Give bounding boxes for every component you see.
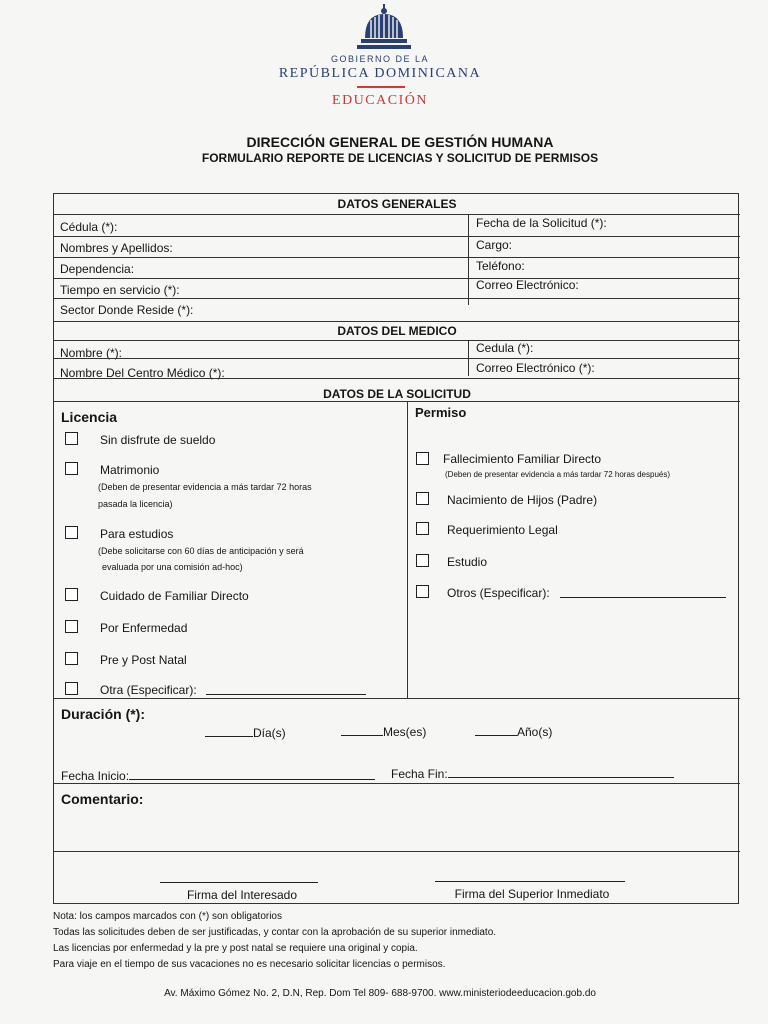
requerimiento-legal-label: Requerimiento Legal (447, 523, 558, 537)
matrimonio-checkbox[interactable] (65, 462, 78, 475)
firma-interesado-line[interactable] (160, 882, 318, 883)
datos-medico-heading: DATOS DEL MEDICO (337, 324, 457, 338)
cuidado-familiar-checkbox[interactable] (65, 588, 78, 601)
nombres-field[interactable]: Nombres y Apellidos: (60, 241, 173, 255)
otros-label: Otros (Especificar): (447, 586, 550, 600)
estudio-label: Estudio (447, 555, 488, 569)
para-estudios-note-1: (Debe solicitarse con 60 días de anticipación y será (98, 546, 304, 556)
meses-group[interactable] (341, 724, 426, 739)
dependencia-field[interactable]: Dependencia: (60, 262, 135, 276)
requerimiento-legal-checkbox[interactable] (416, 522, 429, 535)
matrimonio-label: Matrimonio (100, 463, 160, 477)
gobierno-text: GOBIERNO DE LA (330, 54, 430, 64)
dias-label: Día(s) (253, 726, 286, 740)
divider (54, 358, 740, 359)
footer-contact: Av. Máximo Gómez No. 2, D.N, Rep. Dom Tel 809- 688-9700. www.ministeriodeeducacion.gob.do (164, 988, 596, 999)
permiso-title: Permiso (415, 405, 467, 420)
comentario-label: Comentario: (61, 791, 144, 807)
column-divider (468, 214, 469, 305)
cuidado-familiar-label: Cuidado de Familiar Directo (100, 589, 249, 603)
datos-generales-heading: DATOS GENERALES (337, 197, 457, 211)
government-dome-logo-icon (355, 4, 413, 52)
duracion-label: Duración (*): (61, 706, 145, 722)
footnote: Para viaje en el tiempo de sus vacaciones no es necesario solicitar licencias o permisos. (53, 959, 446, 970)
fecha-fin-group[interactable] (391, 766, 674, 781)
footnote: Todas las solicitudes deben de ser justificadas, y contar con la aprobación de su superior inmediato. (53, 927, 497, 938)
tiempo-servicio-field[interactable]: Tiempo en servicio (*): (60, 283, 180, 297)
column-divider (407, 401, 408, 698)
matrimonio-note-1: (Deben de presentar evidencia a más tardar 72 horas (98, 482, 312, 492)
licencia-title: Licencia (61, 409, 118, 425)
divider (54, 298, 740, 299)
fecha-fin-label: Fecha Fin: (391, 767, 448, 781)
pre-post-natal-label: Pre y Post Natal (100, 653, 187, 667)
sin-disfrute-label: Sin disfrute de sueldo (100, 433, 216, 447)
otra-label: Otra (Especificar): (100, 683, 197, 697)
nacimiento-checkbox[interactable] (416, 492, 429, 505)
footnote: Nota: los campos marcados con (*) son obligatorios (53, 911, 282, 922)
estudio-checkbox[interactable] (416, 554, 429, 567)
firma-superior-line[interactable] (435, 881, 625, 882)
datos-solicitud-heading: DATOS DE LA SOLICITUD (323, 387, 471, 401)
cargo-field[interactable]: Cargo: (476, 238, 513, 252)
firma-interesado-label: Firma del Interesado (186, 888, 298, 902)
correo-field[interactable]: Correo Electrónico: (476, 278, 579, 292)
fallecimiento-checkbox[interactable] (416, 452, 429, 465)
divider (54, 257, 740, 258)
para-estudios-note-2: evaluada por una comisión ad-hoc) (102, 562, 243, 572)
anos-blank[interactable] (475, 724, 517, 736)
dias-blank[interactable] (205, 725, 253, 737)
comentario-area[interactable] (58, 810, 734, 848)
document-title: DIRECCIÓN GENERAL DE GESTIÓN HUMANA (246, 134, 554, 150)
fallecimiento-label: Fallecimiento Familiar Directo (443, 452, 602, 466)
fecha-inicio-label: Fecha Inicio: (61, 769, 130, 783)
otros-checkbox[interactable] (416, 585, 429, 598)
anos-label: Año(s) (517, 725, 553, 739)
sin-disfrute-checkbox[interactable] (65, 432, 78, 445)
divider (54, 401, 740, 402)
divider (54, 783, 740, 784)
nacimiento-label: Nacimiento de Hijos (Padre) (447, 493, 598, 507)
divider (54, 378, 740, 379)
fecha-fin-line[interactable] (448, 766, 674, 778)
divider (54, 340, 740, 341)
sector-field[interactable]: Sector Donde Reside (*): (60, 303, 194, 317)
request-form (53, 193, 739, 904)
fallecimiento-note: (Deben de presentar evidencia a más tardar 72 horas después) (445, 470, 671, 479)
fecha-inicio-line[interactable] (129, 768, 375, 780)
divider (54, 851, 740, 852)
telefono-field[interactable]: Teléfono: (476, 259, 525, 273)
por-enfermedad-label: Por Enfermedad (100, 621, 188, 635)
para-estudios-label: Para estudios (100, 527, 174, 541)
otra-specify-line[interactable] (206, 694, 366, 695)
meses-label: Mes(es) (383, 725, 427, 739)
meses-blank[interactable] (341, 724, 383, 736)
anos-group[interactable] (475, 724, 552, 739)
cedula-field[interactable]: Cédula (*): (60, 220, 118, 234)
firma-superior-label: Firma del Superior Inmediato (454, 887, 610, 901)
educacion-text: EDUCACIÓN (332, 93, 428, 108)
medico-cedula-field[interactable]: Cedula (*): (476, 341, 534, 355)
fecha-solicitud-field[interactable]: Fecha de la Solicitud (*): (476, 216, 607, 230)
divider (54, 214, 740, 215)
divider (54, 278, 740, 279)
republica-text: REPÚBLICA DOMINICANA (278, 66, 482, 81)
brand-divider (357, 86, 405, 88)
footnote: Las licencias por enfermedad y la pre y post natal se requiere una original y copia. (53, 943, 418, 954)
para-estudios-checkbox[interactable] (65, 526, 78, 539)
centro-medico-field[interactable]: Nombre Del Centro Médico (*): (60, 366, 225, 380)
divider (54, 321, 740, 322)
medico-nombre-field[interactable]: Nombre (*): (60, 346, 123, 360)
divider (54, 698, 740, 699)
footnotes (53, 909, 733, 973)
pre-post-natal-checkbox[interactable] (65, 652, 78, 665)
otros-specify-line[interactable] (560, 597, 726, 598)
matrimonio-note-2: pasada la licencia) (98, 499, 173, 509)
otra-checkbox[interactable] (65, 682, 78, 695)
medico-correo-field[interactable]: Correo Electrónico (*): (476, 361, 595, 375)
document-subtitle: FORMULARIO REPORTE DE LICENCIAS Y SOLICITUD DE PERMISOS (201, 151, 599, 165)
dias-group[interactable] (205, 725, 286, 740)
por-enfermedad-checkbox[interactable] (65, 620, 78, 633)
divider (54, 236, 740, 237)
fecha-inicio-group[interactable] (61, 768, 375, 783)
